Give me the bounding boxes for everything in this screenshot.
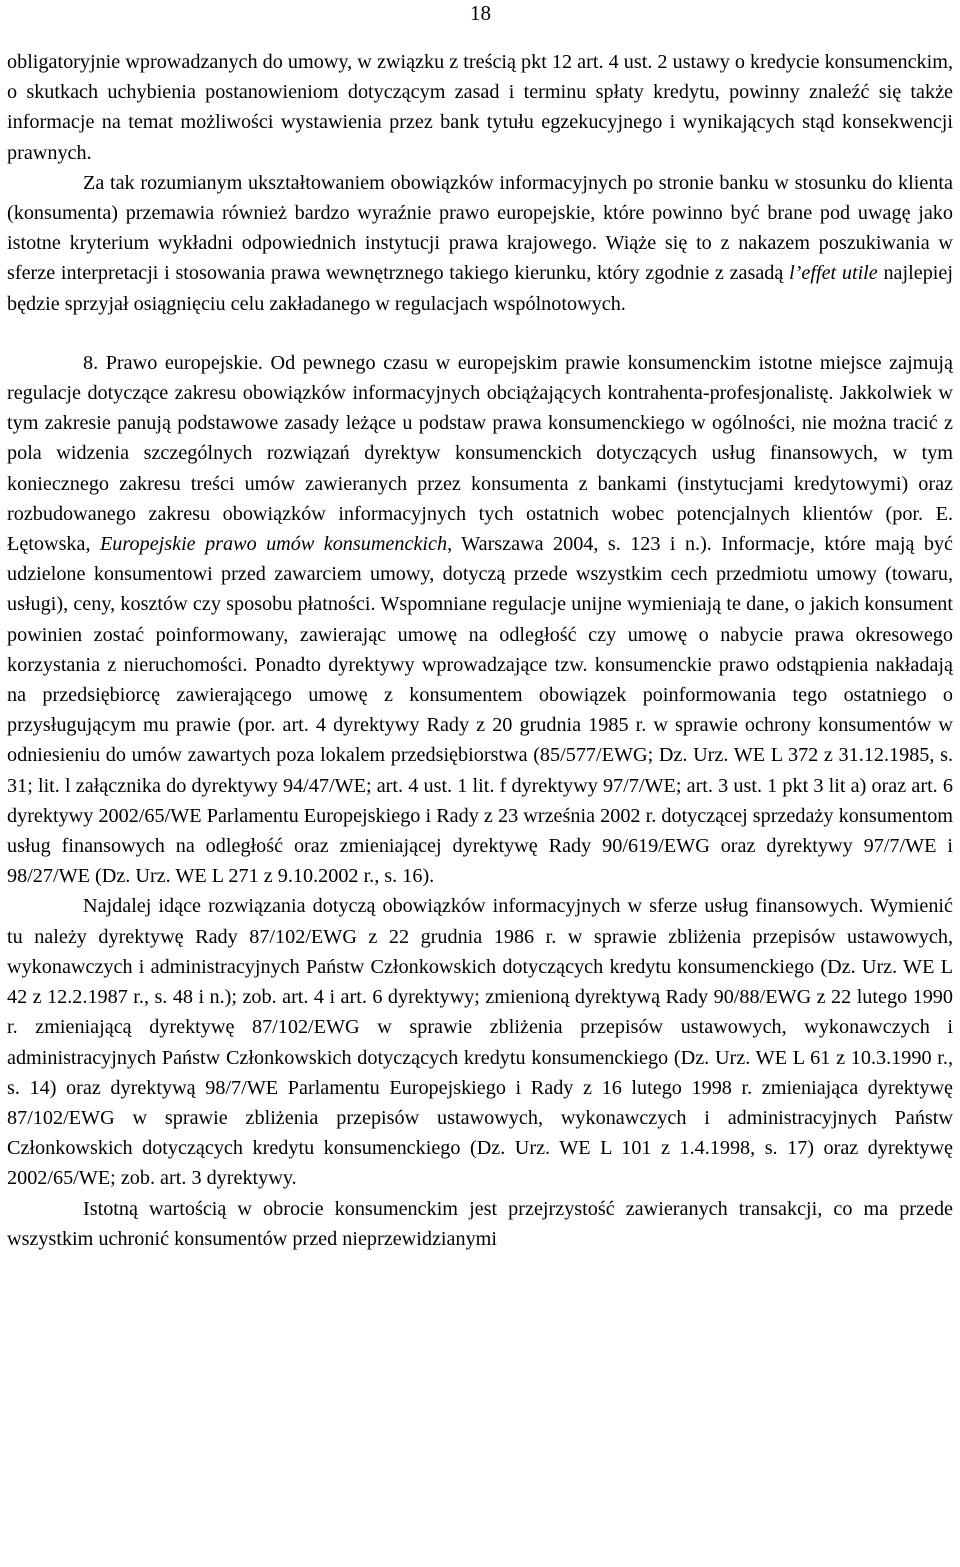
paragraph-continuation: obligatoryjnie wprowadzanych do umowy, w związku z treścią pkt 12 art. 4 ust. 2 ustawy o kredycie konsumenckim, o skutkach uchybienia postanowieniom dotyczącym zasad i terminu spłaty kredytu, powinny znaleźć się także informacje na temat możliwości wystawienia przez bank tytułu egzekucyjnego i wynikających stąd konsekwencji prawnych. <box>7 51 953 164</box>
paragraph-information-duties <box>7 168 953 319</box>
paragraph-text: 8. Prawo europejskie. Od pewnego czasu w europejskim prawie konsumenckim istotne miejsce zajmują regulacje dotyczące zakresu obowiązków informacyjnych obciążających kontrahenta-profesjonalistę. Jakkolwiek w tym zakresie panują podstawowe zasady leżące u podstaw prawa konsumenckiego w ogólności, nie można tracić z pola widzenia szczególnych rozwiązań dyrektyw konsumenckich dotyczących usług finansowych, w tym koniecznego zakresu treści umów zawieranych przez konsumenta z bankami (instytucjami kredytowymi) oraz rozbudowanego zakresu obowiązków informacyjnych tych ostatnich wobec potencjalnych klientów (por. E. Łętowska, <box>7 351 953 556</box>
paragraph-transparency: Istotną wartością w obrocie konsumenckim jest przejrzystość zawieranych transakcji, co ma przede wszystkim uchronić konsumentów przed nieprzewidzianymi <box>7 1197 953 1250</box>
paragraph-text: najlepiej będzie sprzyjał osiągnięciu celu zakładanego w regulacjach wspólnotowych. <box>7 262 953 315</box>
paragraph-text: , Warszawa 2004, s. 123 i n.). Informacje, które mają być udzielone konsumentowi przed zawarciem umowy, dotyczą przede wszystkim cech przedmiotu umowy (towaru, usługi), ceny, kosztów czy sposobu płatności. Wspomniane regulacje unijne wymieniają te dane, o jakich konsument powinien zostać poinformowany, zawierając umowę na odległość czy umowę o nabycie prawa okresowego korzystania z nieruchomości. Ponadto dyrektywy wprowadzające tzw. konsumenckie prawo odstąpienia nakładają na przedsiębiorcę zawierającego umowę z konsumentem obowiązek poinformowania tego ostatniego o przysługującym mu prawie (por. art. 4 dyrektywy Rady z 20 grudnia 1985 r. w sprawie ochrony konsumentów w odniesieniu do umów zawartych poza lokalem przedsiębiorstwa (85/577/EWG; Dz. Urz. WE L 372 z 31.12.1985, s. 31; lit. l załącznika do dyrektywy 94/47/WE; art. 4 ust. 1 lit. f dyrektywy 97/7/WE; art. 3 ust. 1 pkt 3 lit a) oraz art. 6 dyrektywy 2002/65/WE Parlamentu Europejskiego i Rady z 23 września 2002 r. dotyczącej sprzedaży konsumentom usług finansowych na odległość oraz zmieniającej dyrektywę Rady 90/619/EWG oraz dyrektywy 97/7/WE i 98/27/WE (Dz. Urz. WE L 271 z 9.10.2002 r., s. 16). <box>7 533 953 888</box>
document-body <box>7 47 953 1254</box>
italic-term: l’effet utile <box>789 262 878 285</box>
italic-book-title: Europejskie prawo umów konsumenckich <box>99 533 448 556</box>
paragraph-text: Za tak rozumianym ukształtowaniem obowiązków informacyjnych po stronie banku w stosunku do klienta (konsumenta) przemawia również bardzo wyraźnie prawo europejskie, które powinno być brane pod uwagę jako istotne kryterium wykładni odpowiednich instytucji prawa krajowego. Wiąże się to z nakazem poszukiwania w sferze interpretacji i stosowania prawa wewnętrznego takiego kierunku, który zgodnie z zasadą <box>7 171 953 285</box>
page-number: 18 <box>470 1 491 25</box>
section-8-european-law <box>7 348 953 892</box>
paragraph-financial-services: Najdalej idące rozwiązania dotyczą obowiązków informacyjnych w sferze usług finansowych. Wymienić tu należy dyrektywę Rady 87/102/EWG z 22 grudnia 1986 r. w sprawie zbliżenia przepisów ustawowych, wykonawczych i administracyjnych Państw Członkowskich dotyczących kredytu konsumenckiego (Dz. Urz. WE L 42 z 12.2.1987 r., s. 48 i n.); zob. art. 4 i art. 6 dyrektywy; zmienioną dyrektywą Rady 90/88/EWG z 22 lutego 1990 r. zmieniającą dyrektywę 87/102/EWG w sprawie zbliżenia przepisów ustawowych, wykonawczych i administracyjnych Państw Członkowskich dotyczących kredytu konsumenckiego (Dz. Urz. WE L 61 z 10.3.1990 r., s. 14) oraz dyrektywą 98/7/WE Parlamentu Europejskiego i Rady z 16 lutego 1998 r. zmieniająca dyrektywę 87/102/EWG w sprawie zbliżenia przepisów ustawowych, wykonawczych i administracyjnych Państw Członkowskich dotyczących kredytu konsumenckiego (Dz. Urz. WE L 101 z 1.4.1998, s. 17) oraz dyrektywę 2002/65/WE; zob. art. 3 dyrektywy. <box>7 895 953 1190</box>
